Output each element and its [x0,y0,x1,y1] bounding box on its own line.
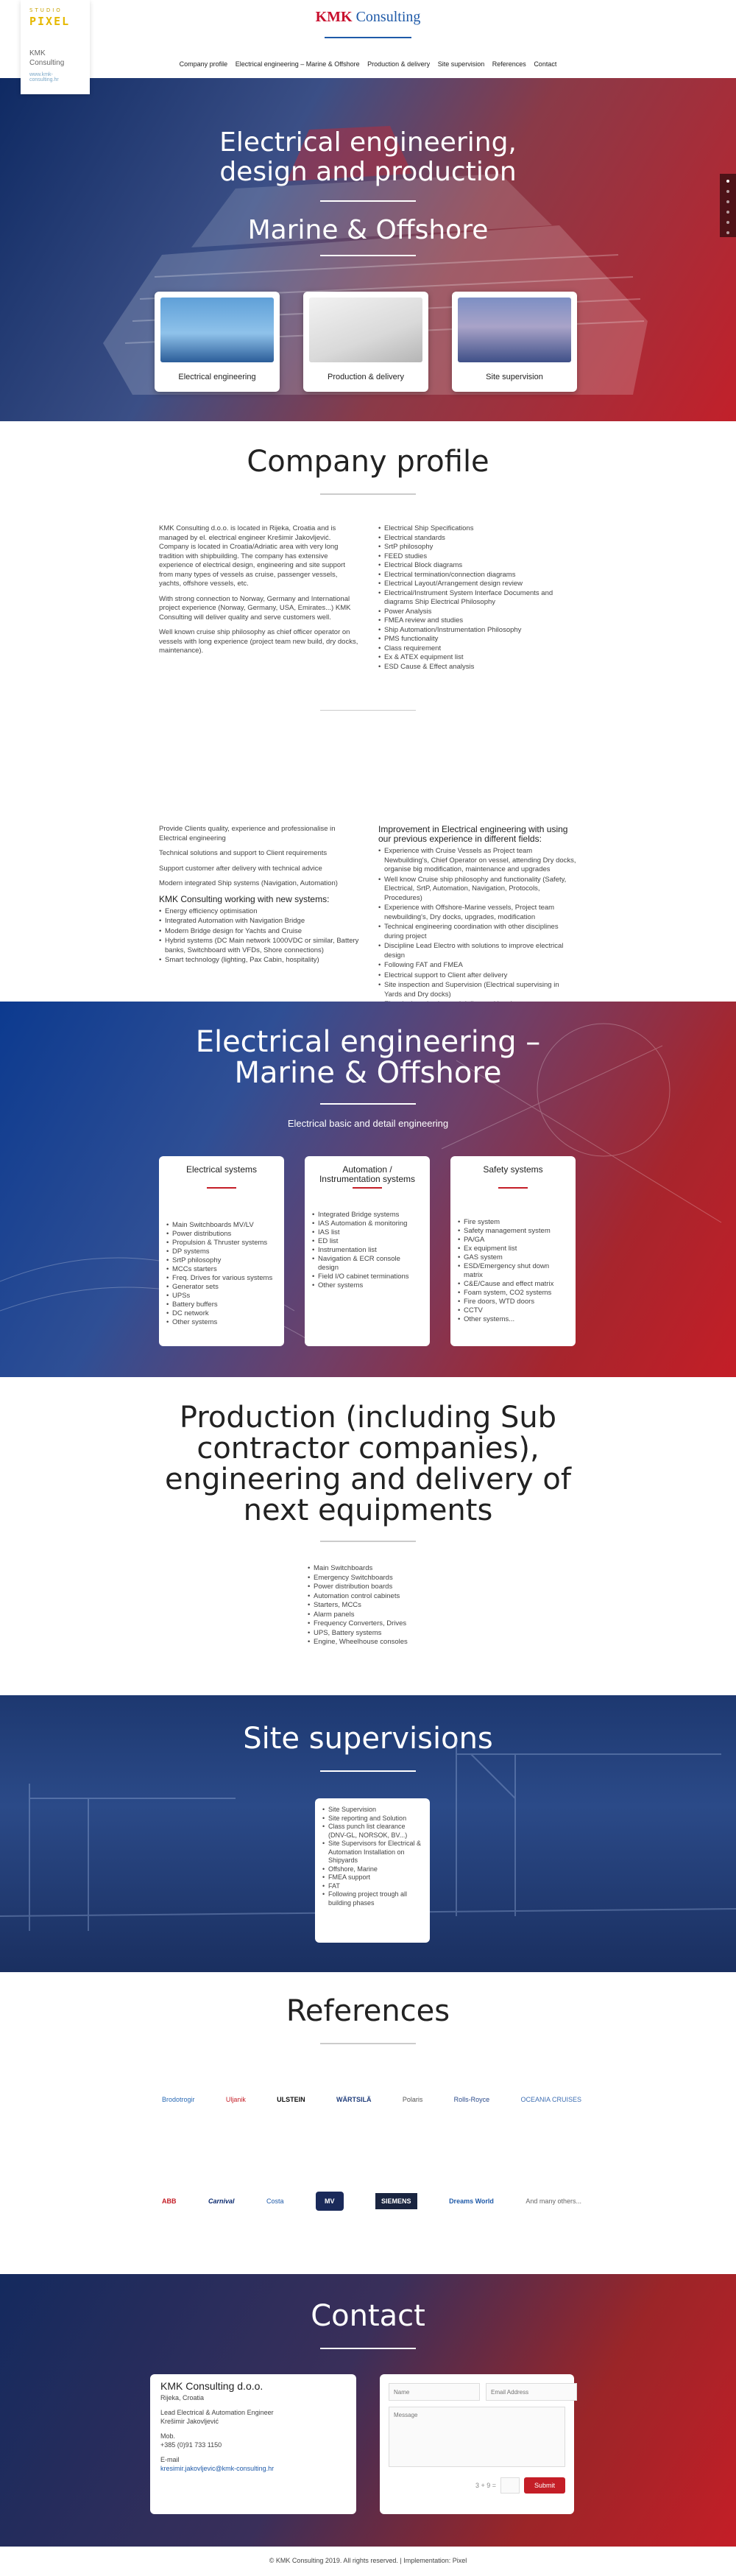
badge-url: www.kmk-consulting.hr [29,72,59,82]
list-item: • Following project trough all building phases [322,1890,422,1907]
contact-form [380,2374,574,2514]
list-item: • Smart technology (lighting, Pax Cabin, hospitality) [159,956,359,965]
list-item: • Power distributions [166,1230,277,1239]
hero-cards [155,292,577,392]
list-item: • Electrical support to Client after delivery [378,971,578,981]
nav-electrical-engineering[interactable]: Electrical engineering – Marine & Offshore [235,60,360,68]
drawing-thumbnail [309,298,422,362]
list-item: • Engine, Wheelhouse consoles [308,1638,408,1647]
list-item: • SrtP philosophy [166,1256,277,1265]
profile-paragraph: Support customer after delivery with technical advice [159,864,322,873]
list-item: • Field I/O cabinet terminations [312,1273,422,1281]
list-item: • Power distribution boards [308,1583,408,1592]
nav-contact[interactable]: Contact [534,60,557,68]
section-divider [320,2348,416,2349]
profile-left-2 [159,825,359,1019]
list-item: • Electrical Layout/Arrangement design review [378,580,578,589]
profile-paragraph: Well known cruise ship philosophy as chief officer operator on vessels with long experience (project team new build, dry docks, maintenance). [159,628,358,655]
mobile-number[interactable]: +385 (0)91 733 1150 [160,2441,222,2449]
list-item: • Integrated Bridge systems [312,1211,422,1220]
list-item: • IAS list [312,1228,422,1237]
profile-right-2 [378,825,578,1019]
section-subtitle: Electrical basic and detail engineering [287,1118,449,1129]
hero-card-production[interactable]: Production & delivery [303,292,428,392]
nav-production-delivery[interactable]: Production & delivery [367,60,431,68]
reference-logos-row-1 [162,2096,581,2103]
list-item: • PMS functionality [378,635,578,644]
list-item: • ESD/Emergency shut down matrix [458,1262,568,1280]
logo-siemens: SIEMENS [375,2193,417,2209]
list-item: • Energy efficiency optimisation [159,907,359,917]
site-card [315,1798,430,1943]
list-item: • MCCs starters [166,1265,277,1274]
badge-pixel: PIXEL [29,15,71,28]
profile-paragraph: Provide Clients quality, experience and professionalise in Electrical engineering [159,825,336,842]
list-item: • Integrated Automation with Navigation Bridge [159,917,359,926]
logo-carnival: Carnival [208,2197,235,2205]
nav-references[interactable]: References [492,60,526,68]
production-list [308,1564,408,1647]
list-item: • FAT [322,1882,422,1891]
list-item: • FMEA review and studies [378,616,578,626]
list-item: • PA/GA [458,1236,568,1245]
list-item: • Ex equipment list [458,1245,568,1253]
list-item: • GAS system [458,1253,568,1262]
main-nav [0,60,736,68]
logo-abb: ABB [162,2197,177,2205]
list-item: • Site reporting and Solution [322,1815,422,1823]
reference-logos-row-2 [162,2192,581,2211]
site-list [322,1806,422,1907]
improvement-list [378,847,578,1018]
studio-pixel-badge[interactable] [21,0,90,94]
name-input[interactable] [389,2383,480,2401]
card-title: Automation / Instrumentation systems [319,1164,416,1184]
hero-divider-2 [320,255,416,256]
list-item: • FEED studies [378,552,578,562]
logo-costa: Costa [266,2197,284,2205]
list-item: • Site inspection and Supervision (Electrical supervising in Yards and Dry docks) [378,981,578,999]
list-item: • Experience with Offshore-Marine vessels, Project team newbuilding's, Dry docks, upgrades, modification [378,904,578,922]
card-list [312,1211,422,1290]
mobile-label: Mob. [160,2432,176,2440]
list-item: • Main Switchboards MV/LV [166,1221,277,1230]
nav-company-profile[interactable]: Company profile [179,60,228,68]
list-item: • UPSs [166,1292,277,1301]
company-name: KMK Consulting d.o.o. [160,2380,263,2392]
ship-thumbnail [160,298,274,362]
port-thumbnail [458,298,571,362]
list-item: • Electrical Ship Specifications [378,524,578,534]
list-item: • SrtP philosophy [378,543,578,552]
logo-polaris: Polaris [402,2096,423,2103]
company-city: Rijeka, Croatia [160,2394,205,2401]
hero-subtitle: Marine & Offshore [247,215,489,245]
section-divider [320,710,416,711]
card-accent-line [207,1187,236,1189]
message-input[interactable] [389,2407,565,2467]
email-input[interactable] [486,2383,577,2401]
section-title: References [286,1994,450,2028]
list-item: • DC network [166,1309,277,1318]
list-item: • Discipline Lead Electro with solutions to improve electrical design [378,942,578,960]
profile-columns-2 [159,825,578,1019]
list-item: • Electrical/Instrument System Interface Documents and diagrams Ship Electrical Philosophy [378,589,578,608]
list-item: • C&E/Cause and effect matrix [458,1280,568,1289]
list-item: • Ex & ATEX equipment list [378,653,578,663]
list-item: • Experience with Cruise Vessels as Project team Newbuilding's, Chief Operator on vessel, attending Dry docks, organise big modification, maintenance and upgrades [378,847,578,875]
list-item: • Class requirement [378,644,578,654]
section-title: Company profile [247,445,489,479]
site-footer: © KMK Consulting 2019. All rights reserved. | Implementation: Pixel [269,2557,467,2564]
list-item: • Electrical standards [378,534,578,543]
list-item: • Power Analysis [378,608,578,617]
logo-wartsila: WÄRTSILÄ [336,2096,372,2103]
email-label: E-mail [160,2456,180,2463]
logo-uljanik: Uljanik [225,2096,246,2103]
section-divider [320,2043,416,2044]
hero-title: Electrical engineering, design and production [219,127,517,187]
list-item: • Emergency Switchboards [308,1574,408,1583]
card-title: Electrical systems [185,1164,258,1175]
list-item: • Safety management system [458,1227,568,1236]
contact-person: Krešimir Jakovljević [160,2418,219,2425]
card-list [458,1218,568,1324]
improvement-heading: Improvement in Electrical engineering with using our previous experience in different fields: [378,824,568,844]
submit-button[interactable]: Submit [524,2477,565,2494]
references-section [0,1972,736,2274]
section-divider [320,1541,416,1542]
logo-underline [325,37,411,38]
site-supervision-section [0,1695,736,1972]
list-item: • Generator sets [166,1283,277,1292]
list-item: • IAS Automation & monitoring [312,1220,422,1228]
list-item: • Starters, MCCs [308,1601,408,1611]
site-header [0,0,736,82]
logo-rolls-royce: Rolls-Royce [453,2096,490,2103]
profile-paragraph: With strong connection to Norway, Germany and International project experience (Norway, Germany, USA, Emirates...) KMK Consulting will deliver quality and serve customers well. [159,594,351,622]
profile-right [378,524,578,672]
list-item: • Automation control cabinets [308,1592,408,1602]
email-link[interactable]: kresimir.jakovljevic@kmk-consulting.hr [160,2465,275,2472]
production-section [0,1377,736,1695]
list-item: • Electrical Block diagrams [378,561,578,571]
card-title: Safety systems [483,1164,543,1175]
list-item: • Class punch list clearance (DNV-GL, NORSOK, BV...) [322,1823,422,1840]
section-title: Electrical engineering – Marine & Offshore [195,1025,541,1090]
card-list [166,1221,277,1327]
list-item: • Main Switchboards [308,1564,408,1574]
contact-section [0,2274,736,2547]
list-item: • Offshore, Marine [322,1865,422,1874]
list-item: • Foam system, CO2 systems [458,1289,568,1298]
list-item: • Electrical termination/connection diagrams [378,571,578,580]
list-item: • Hybrid systems (DC Main network 1000VDC or similar, Battery banks, Switchboard with VFDs, Shore connections) [159,937,359,955]
list-item: • ED list [312,1237,422,1246]
logo-oceania-cruises: OCEANIA CRUISES [520,2096,581,2103]
section-title: Site supervisions [243,1722,493,1756]
hero-card-electrical[interactable]: Electrical engineering [155,292,280,392]
list-item: • Other systems [312,1281,422,1290]
list-item: • Modern Bridge design for Yachts and Cruise [159,927,359,937]
company-profile-section [0,421,736,1002]
profile-paragraph: KMK Consulting d.o.o. is located in Rijeka, Croatia and is managed by el. electrical engineer Krešimir Jakovljević. Company is located in Croatia/Adriatic area with very long tradition with shipbuilding. The company has extensive experience of electrical design, engineering and site support from many types of vessels as cruise, passenger vessels, yachts, offshore vessels, etc. [159,524,345,588]
captcha-question: 3 + 9 = [475,2482,496,2489]
profile-columns [159,524,578,672]
list-item: • Fire doors, WTD doors [458,1298,568,1306]
contact-card [150,2374,356,2514]
list-item: • Navigation & ECR console design [312,1255,422,1273]
list-item: • Well know Cruise ship philosophy and functionality (Safety, Electrical, SrtP, Automation, Navigation, Protocols, Procedures) [378,876,578,904]
badge-company: KMK Consulting [29,49,65,67]
profile-paragraph: Technical solutions and support to Client requirements [159,849,328,857]
logo-brodotrogir: Brodotrogir [162,2096,195,2103]
list-item: • Other systems... [458,1315,568,1324]
badge-studio: STUDIO [29,7,63,13]
site-logo[interactable]: KMK Consulting [315,9,421,25]
contact-role: Lead Electrical & Automation Engineer [160,2409,274,2416]
logo-and-many-others: And many others... [526,2197,581,2205]
card-safety-systems [450,1156,576,1346]
profile-left [159,524,359,672]
list-item: • Other systems [166,1318,277,1327]
list-item: • Instrumentation list [312,1246,422,1255]
list-item: • Frequency Converters, Drives [308,1619,408,1629]
card-automation-systems [305,1156,430,1346]
working-heading: KMK Consulting working with new systems: [159,893,330,904]
list-item: • Site Supervision [322,1806,422,1815]
list-item: • DP systems [166,1247,277,1256]
list-item: • CCTV [458,1306,568,1315]
card-accent-line [498,1187,528,1189]
list-item: • Alarm panels [308,1611,408,1620]
system-cards [159,1156,576,1346]
working-list [159,907,359,965]
list-item: • ESD Cause & Effect analysis [378,663,578,672]
logo-ulstein: ULSTEIN [277,2096,305,2103]
hero-card-site[interactable]: Site supervision [452,292,577,392]
list-item: • FMEA support [322,1873,422,1882]
list-item: • Freq. Drives for various systems [166,1274,277,1283]
nav-site-supervision[interactable]: Site supervision [437,60,485,68]
list-item: • Technical engineering coordination with other disciplines during project [378,923,578,941]
list-item: • Following FAT and FMEA [378,961,578,971]
section-nav-dots[interactable] [720,174,736,237]
logo-mv: MV [316,2192,344,2211]
list-item: • Site Supervisors for Electrical & Automation Installation on Shipyards [322,1840,422,1865]
section-title: Production (including Sub contractor companies), engineering and delivery of next equipments [165,1401,571,1527]
logo-dreams-world: Dreams World [449,2197,494,2205]
captcha-input[interactable] [500,2477,520,2494]
list-item: • UPS, Battery systems [308,1629,408,1639]
electrical-engineering-section [0,1002,736,1377]
card-accent-line [353,1187,382,1189]
section-divider [320,493,416,495]
list-item: • Ship Automation/Instrumentation Philosophy [378,626,578,636]
profile-paragraph: Modern integrated Ship systems (Navigation, Automation) [159,879,338,887]
card-electrical-systems [159,1156,284,1346]
services-list [378,524,578,672]
list-item: • Propulsion & Thruster systems [166,1239,277,1247]
section-title: Contact [311,2299,425,2333]
list-item: • Fire system [458,1218,568,1227]
hero-section [0,78,736,421]
list-item: • Battery buffers [166,1301,277,1309]
hero-divider [320,200,416,202]
